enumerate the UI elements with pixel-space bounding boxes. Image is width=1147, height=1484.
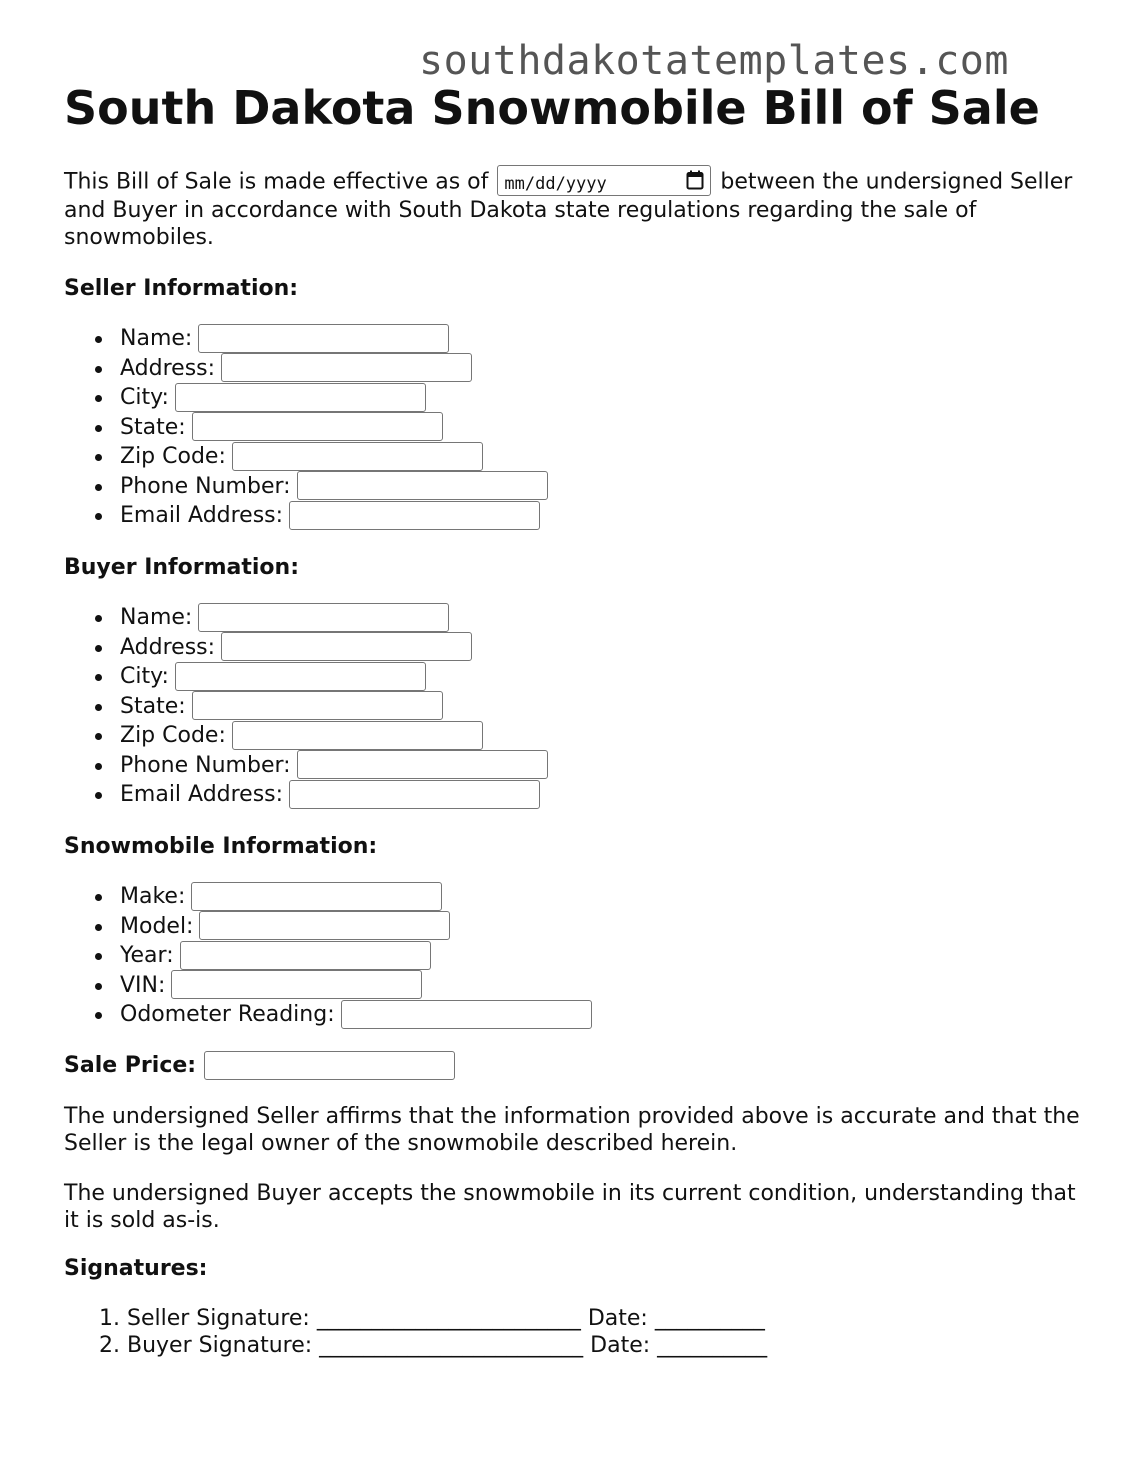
buyer-state-item <box>64 692 548 722</box>
effective-date-input[interactable] <box>497 165 711 196</box>
buyer-name-input[interactable] <box>198 603 449 632</box>
field-label: Email Address: <box>120 782 284 807</box>
field-label: Address: <box>120 634 216 660</box>
field-label: City: <box>120 664 169 689</box>
buyer-signature-text: Buyer Signature: ________________________ Date: __________ <box>127 1333 768 1358</box>
seller-state-item <box>64 413 548 443</box>
seller-zip-item <box>64 442 548 472</box>
seller-email-item <box>64 501 548 531</box>
page-title: South Dakota Snowmobile Bill of Sale <box>64 81 1040 135</box>
snowmobile-heading: Snowmobile Information: <box>64 834 378 859</box>
buyer-signature-line <box>64 1332 767 1359</box>
field-label: State: <box>120 414 186 440</box>
seller-city-item <box>64 383 548 413</box>
seller-address-item <box>64 354 548 384</box>
intro-paragraph <box>64 167 1094 251</box>
field-label: Name: <box>120 326 193 351</box>
model-item <box>64 912 592 942</box>
seller-address-input[interactable] <box>221 353 472 382</box>
seller-state-input[interactable] <box>192 412 443 441</box>
field-label: Make: <box>120 884 186 909</box>
intro-text-before: This Bill of Sale is made effective as of <box>64 169 489 195</box>
calendar-icon[interactable] <box>686 170 704 190</box>
site-watermark: southdakotatemplates.com <box>419 38 1009 84</box>
seller-email-input[interactable] <box>289 501 540 530</box>
seller-phone-input[interactable] <box>297 471 548 500</box>
buyer-city-item <box>64 662 548 692</box>
buyer-zip-input[interactable] <box>232 721 483 750</box>
buyer-state-input[interactable] <box>192 691 443 720</box>
field-label: Model: <box>120 913 194 939</box>
field-label: City: <box>120 385 169 410</box>
date-placeholder: mm/dd/yyyy <box>504 174 607 194</box>
field-label: VIN: <box>120 972 166 998</box>
buyer-address-input[interactable] <box>221 632 472 661</box>
seller-name-item <box>64 324 548 354</box>
vin-input[interactable] <box>171 970 422 999</box>
field-label: Phone Number: <box>120 752 291 778</box>
field-label: Email Address: <box>120 503 284 528</box>
sale-price-input[interactable] <box>204 1051 455 1080</box>
model-input[interactable] <box>199 911 450 940</box>
buyer-heading: Buyer Information: <box>64 555 299 580</box>
year-input[interactable] <box>180 941 431 970</box>
field-label: Zip Code: <box>120 723 226 748</box>
list-number: 1. <box>99 1306 120 1331</box>
odometer-item <box>64 1000 592 1030</box>
buyer-phone-item <box>64 751 548 781</box>
field-label: Zip Code: <box>120 444 226 469</box>
buyer-city-input[interactable] <box>175 662 426 691</box>
seller-fields <box>64 324 548 531</box>
make-input[interactable] <box>191 882 442 911</box>
buyer-name-item <box>64 603 548 633</box>
vin-item <box>64 971 592 1001</box>
field-label: State: <box>120 693 186 719</box>
buyer-address-item <box>64 633 548 663</box>
sale-price-row <box>64 1051 455 1081</box>
intro-text-after: between the undersigned Seller and Buyer in accordance with South Dakota state regulations regarding the sale of snowmobiles. <box>64 169 1073 250</box>
seller-zip-input[interactable] <box>232 442 483 471</box>
sale-price-label: Sale Price: <box>64 1053 197 1078</box>
buyer-email-input[interactable] <box>289 780 540 809</box>
seller-signature-line <box>64 1305 767 1332</box>
field-label: Address: <box>120 355 216 381</box>
seller-city-input[interactable] <box>175 383 426 412</box>
field-label: Odometer Reading: <box>120 1002 335 1027</box>
field-label: Phone Number: <box>120 473 291 499</box>
seller-phone-item <box>64 472 548 502</box>
odometer-input[interactable] <box>341 1000 592 1029</box>
list-number: 2. <box>99 1333 120 1358</box>
seller-heading: Seller Information: <box>64 276 299 301</box>
snowmobile-fields <box>64 882 592 1030</box>
seller-signature-text: Seller Signature: ________________________ Date: __________ <box>127 1306 765 1331</box>
buyer-fields <box>64 603 548 810</box>
signatures-heading: Signatures: <box>64 1256 208 1281</box>
seller-name-input[interactable] <box>198 324 449 353</box>
seller-affirmation: The undersigned Seller affirms that the information provided above is accurate and that the Seller is the legal owner of the snowmobile described herein. <box>64 1104 1080 1156</box>
buyer-zip-item <box>64 721 548 751</box>
signature-list <box>64 1305 767 1359</box>
buyer-email-item <box>64 780 548 810</box>
make-item <box>64 882 592 912</box>
buyer-acceptance: The undersigned Buyer accepts the snowmobile in its current condition, understanding that it is sold as-is. <box>64 1181 1076 1233</box>
buyer-phone-input[interactable] <box>297 750 548 779</box>
year-item <box>64 941 592 971</box>
field-label: Name: <box>120 605 193 630</box>
field-label: Year: <box>120 943 174 968</box>
